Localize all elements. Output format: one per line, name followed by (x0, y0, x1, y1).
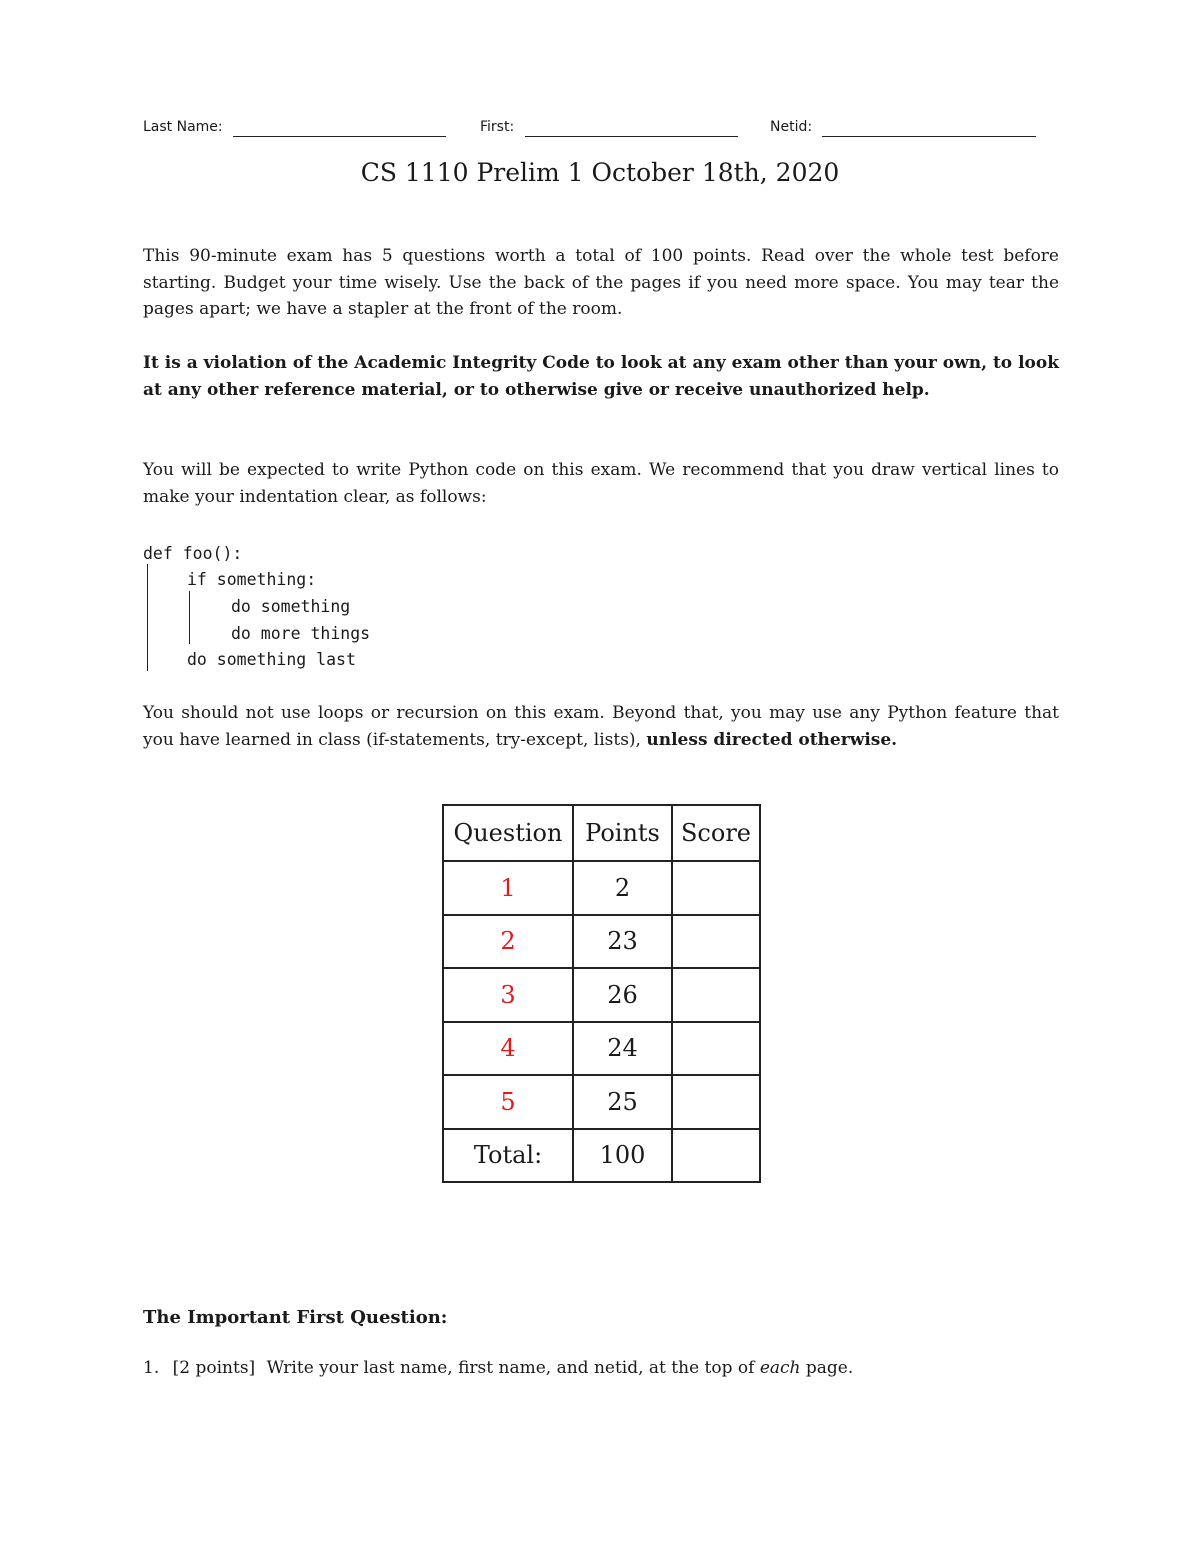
name-header (143, 117, 1038, 141)
score-cell (672, 915, 760, 969)
score-cell (672, 861, 760, 915)
netid-blank (822, 136, 1036, 137)
first-question-heading: The Important First Question: (143, 1307, 448, 1328)
question-points: 26 (573, 968, 672, 1022)
score-table (442, 804, 761, 1183)
netid-label: Netid: (770, 119, 813, 135)
question-text-after: page. (805, 1358, 854, 1378)
score-cell (672, 1022, 760, 1076)
question-number: 5 (443, 1075, 573, 1129)
header-score: Score (672, 805, 760, 861)
score-cell (672, 968, 760, 1022)
code-line-5: do something last (187, 650, 356, 669)
last-name-blank (233, 136, 446, 137)
integrity-paragraph: It is a violation of the Academic Integrity Code to look at any exam other than your own, to look at any other reference material, or to otherwise give or receive unauthorized help. (143, 353, 1059, 400)
last-name-label: Last Name: (143, 119, 223, 135)
restrictions-text: You should not use loops or recursion on this exam. Beyond that, you may use any Python feature that you have learned in class (if-statements, try-except, lists), (143, 703, 1059, 750)
table-header-row (443, 805, 760, 861)
code-line-2: if something: (187, 570, 317, 589)
table-row (443, 915, 760, 969)
question-number: 3 (443, 968, 573, 1022)
question-points: 24 (573, 1022, 672, 1076)
question-number: 1 (443, 861, 573, 915)
table-row (443, 1022, 760, 1076)
table-row (443, 968, 760, 1022)
indent-guide-outer (147, 564, 148, 671)
table-row (443, 861, 760, 915)
score-cell (672, 1075, 760, 1129)
indent-guide-inner (189, 591, 190, 644)
table-row (443, 1075, 760, 1129)
python-note-paragraph: You will be expected to write Python code on this exam. We recommend that you draw vertical lines to make your indentation clear, as follows: (143, 460, 1059, 507)
intro-paragraph: This 90-minute exam has 5 questions worth a total of 100 points. Read over the whole test before starting. Budget your time wisely. Use the back of the pages if you need more space. You may tear the pages apart; we have a stapler at the front of the room. (143, 246, 1059, 319)
question-number: 2 (443, 915, 573, 969)
question-points: 2 (573, 861, 672, 915)
exam-title: CS 1110 Prelim 1 October 18th, 2020 (360, 158, 840, 187)
code-line-4: do more things (231, 624, 371, 643)
total-label: Total: (443, 1129, 573, 1183)
restrictions-paragraph (143, 700, 1059, 753)
code-line-3: do something (231, 597, 351, 616)
question-number: 4 (443, 1022, 573, 1076)
first-question-item (143, 1358, 853, 1378)
total-row (443, 1129, 760, 1183)
total-points: 100 (573, 1129, 672, 1183)
header-points: Points (573, 805, 672, 861)
question-text-before: Write your last name, first name, and netid, at the top of (266, 1358, 755, 1378)
first-name-label: First: (480, 119, 515, 135)
question-points-label: [2 points] (172, 1358, 256, 1378)
question-number-label: 1. (143, 1358, 160, 1378)
header-question: Question (443, 805, 573, 861)
code-line-1: def foo(): (143, 544, 243, 563)
total-score-cell (672, 1129, 760, 1183)
question-points: 23 (573, 915, 672, 969)
question-points: 25 (573, 1075, 672, 1129)
first-name-blank (525, 136, 738, 137)
restrictions-emphasis: unless directed otherwise. (646, 729, 898, 750)
question-emphasis: each (759, 1358, 801, 1378)
